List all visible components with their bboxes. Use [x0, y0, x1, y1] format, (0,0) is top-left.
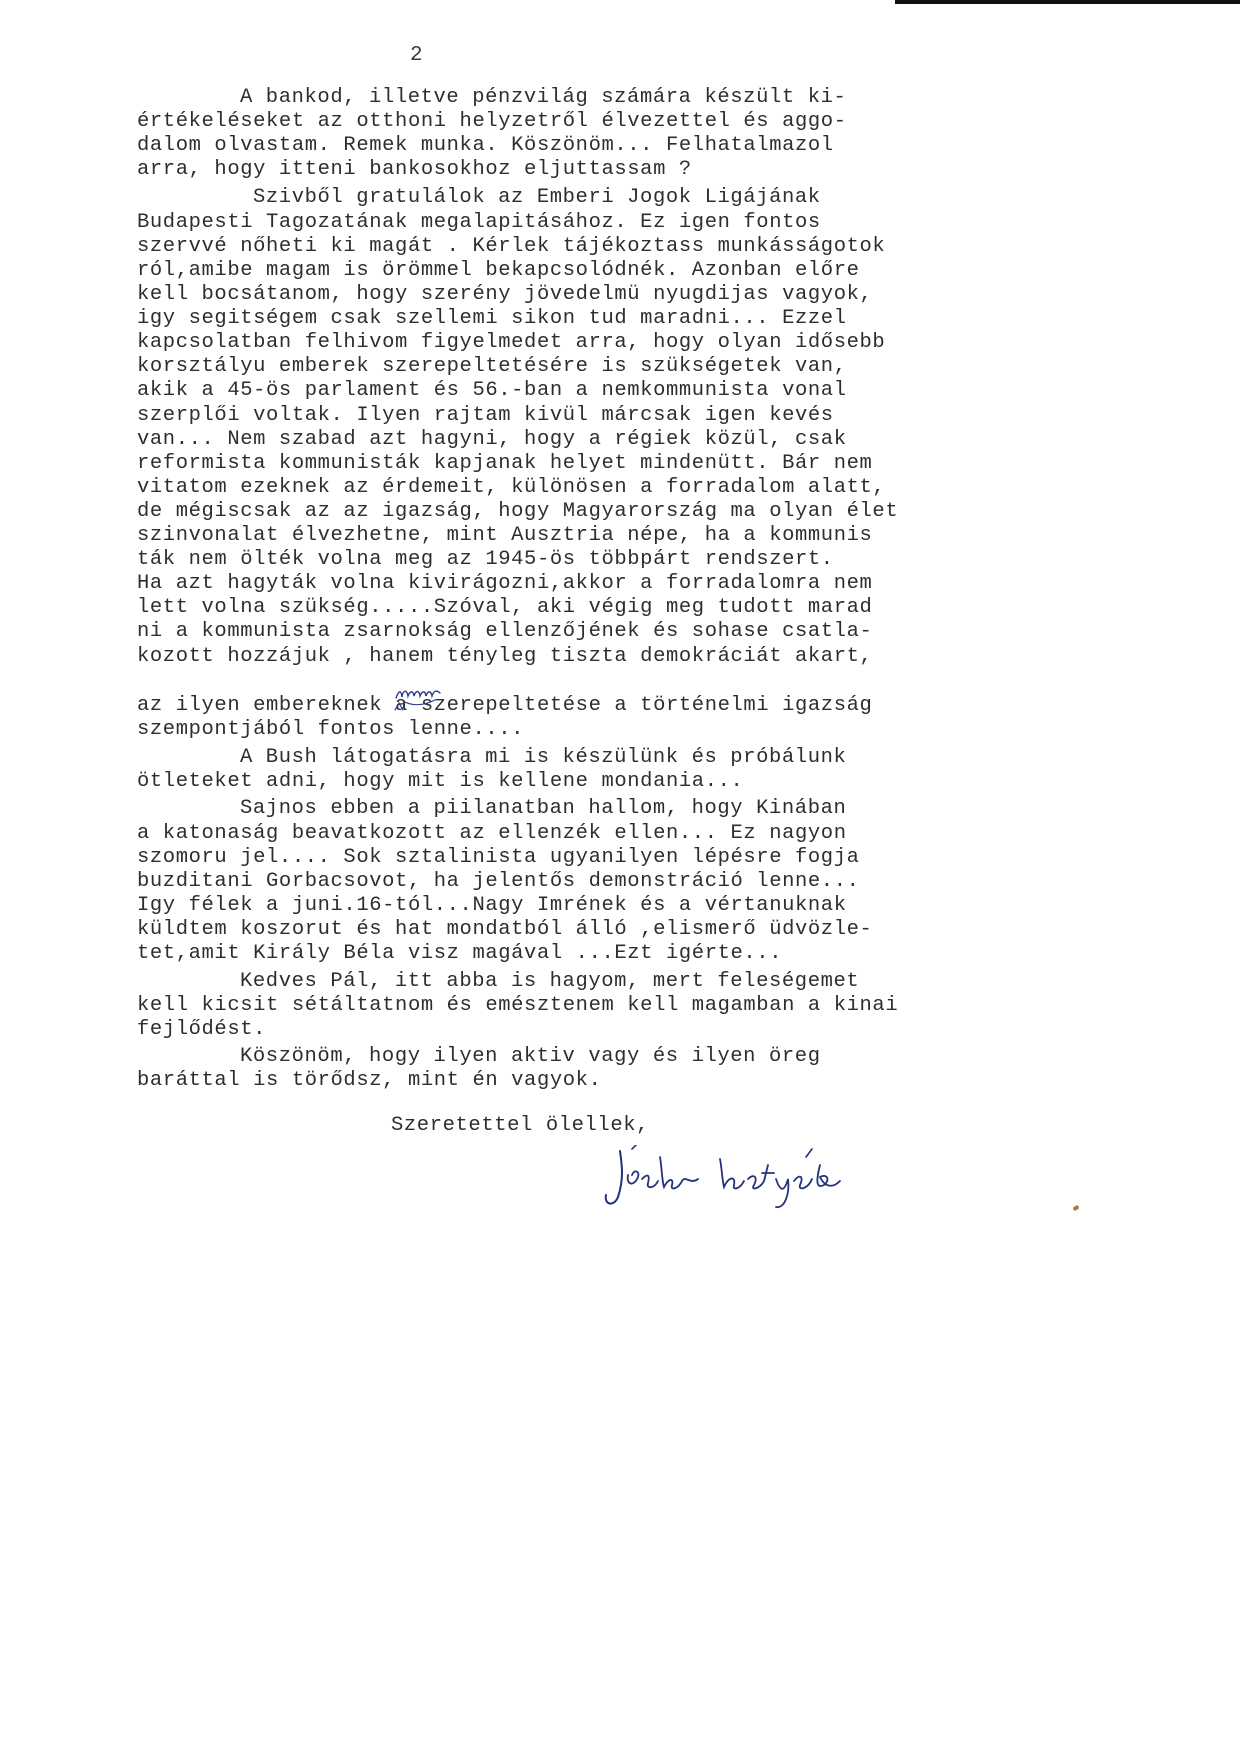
letter-line: Budapesti Tagozatának megalapitásához. Ez igen fontos: [137, 211, 821, 234]
letter-line: lett volna szükség.....Szóval, aki végig meg tudott marad: [137, 596, 873, 619]
letter-line: Kedves Pál, itt abba is hagyom, mert feleségemet: [240, 970, 860, 993]
letter-line: reformista kommunisták kapjanak helyet mindenütt. Bár nem: [137, 452, 873, 475]
letter-line: szempontjából fontos lenne....: [137, 718, 525, 741]
letter-line: fejlődést.: [137, 1018, 267, 1041]
letter-line: buzditani Gorbacsovot, ha jelentős demonstráció lenne...: [137, 870, 860, 893]
letter-line: Köszönöm, hogy ilyen aktiv vagy és ilyen öreg: [240, 1045, 821, 1068]
letter-line: kozott hozzájuk , hanem tényleg tiszta demokráciát akart,: [137, 645, 873, 668]
letter-line: vitatom ezeknek az érdemeit, különösen a forradalom alatt,: [137, 476, 886, 499]
letter-line: ták nem ölték volna meg az 1945-ös többpárt rendszert.: [137, 548, 834, 571]
handwritten-signature: [598, 1145, 848, 1215]
closing-salutation: Szeretettel ölellek,: [391, 1114, 650, 1137]
letter-line: A Bush látogatásra mi is készülünk és próbálunk: [240, 746, 847, 769]
letter-line: szomoru jel.... Sok sztalinista ugyanilyen lépésre fogja: [137, 846, 860, 869]
letter-line: igy segitségem csak szellemi sikon tud maradni... Ezzel: [137, 307, 847, 330]
letter-line: A bankod, illetve pénzvilág számára készült ki-: [240, 86, 847, 109]
letter-line: a katonaság beavatkozott az ellenzék ellen... Ez nagyon: [137, 822, 847, 845]
letter-line: az ilyen embereknek a szerepeltetése a történelmi igazság: [137, 694, 873, 717]
letter-line: dalom olvastam. Remek munka. Köszönöm... Felhatalmazol: [137, 134, 834, 157]
letter-line: ról,amibe magam is örömmel bekapcsolódnék. Azonban előre: [137, 259, 860, 282]
letter-line: ni a kommunista zsarnokság ellenzőjének és sohase csatla-: [137, 620, 873, 643]
letter-line: arra, hogy itteni bankosokhoz eljuttassam ?: [137, 158, 692, 181]
letter-line: szervvé nőheti ki magát . Kérlek tájékoztass munkásságotok: [137, 235, 886, 258]
letter-line: Ha azt hagyták volna kivirágozni,akkor a forradalomra nem: [137, 572, 873, 595]
letter-line: kell kicsit sétáltatnom és emésztenem kell magamban a kinai: [137, 994, 899, 1017]
letter-line: Igy félek a juni.16-tól...Nagy Imrének és a vértanuknak: [137, 894, 847, 917]
letter-line: korsztályu emberek szerepeltetésére is szükségetek van,: [137, 355, 847, 378]
handwritten-insertion-nevesebb: [393, 684, 443, 712]
letter-line: küldtem koszorut és hat mondatból álló ,elismerő üdvözle-: [137, 918, 873, 941]
letter-line: kell bocsátanom, hogy szerény jövedelmü nyugdijas vagyok,: [137, 283, 873, 306]
letter-line: van... Nem szabad azt hagyni, hogy a régiek közül, csak: [137, 428, 847, 451]
letter-line: Szivből gratulálok az Emberi Jogok Ligájának: [253, 186, 821, 209]
page-number: 2: [410, 44, 424, 67]
letter-line: baráttal is törődsz, mint én vagyok.: [137, 1069, 602, 1092]
letter-line: Sajnos ebben a piilanatban hallom, hogy Kinában: [240, 797, 847, 820]
letter-line: értékeléseket az otthoni helyzetről élvezettel és aggo-: [137, 110, 847, 133]
letter-line: kapcsolatban felhivom figyelmedet arra, hogy olyan idősebb: [137, 331, 886, 354]
letter-line: de mégiscsak az az igazság, hogy Magyarország ma olyan élet: [137, 500, 899, 523]
letter-line: szinvonalat élvezhetne, mint Ausztria népe, ha a kommunis: [137, 524, 873, 547]
letter-line: akik a 45-ös parlament és 56.-ban a nemkommunista vonal: [137, 379, 847, 402]
letter-line: ötleteket adni, hogy mit is kellene mondania...: [137, 770, 744, 793]
letter-line: szerplői voltak. Ilyen rajtam kivül márcsak igen kevés: [137, 404, 834, 427]
letter-line: tet,amit Király Béla visz magával ...Ezt igérte...: [137, 942, 783, 965]
